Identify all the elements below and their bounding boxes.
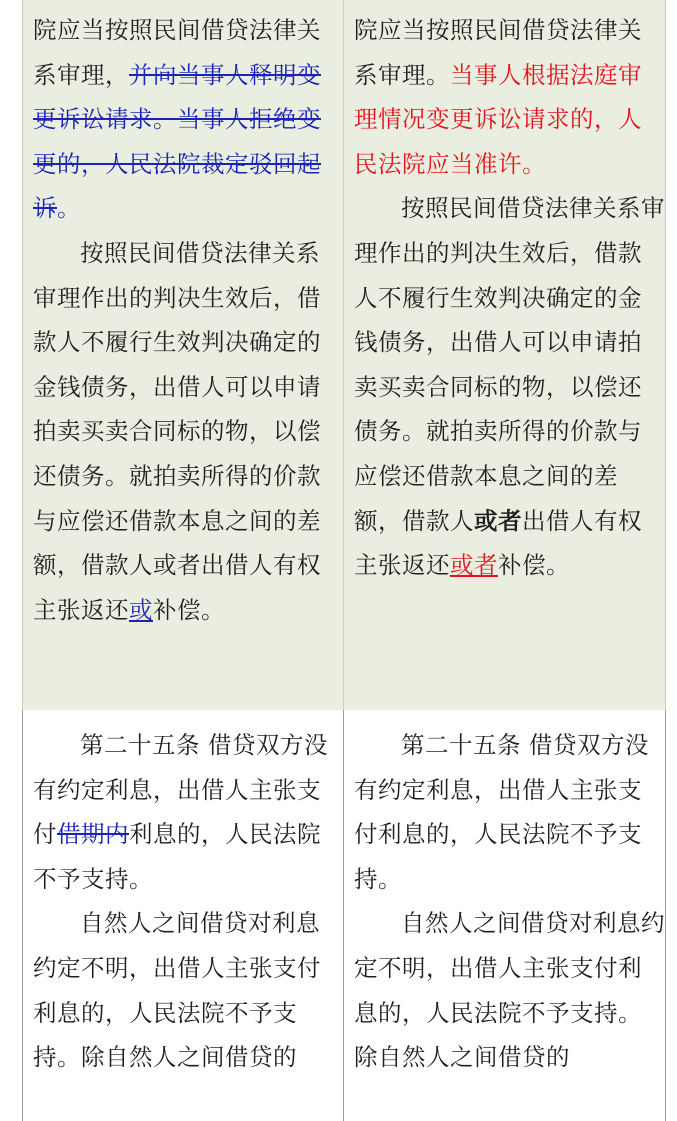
new-text: 按照民间借贷法律关系审理作出的判决生效后，借款人不履行生效判决确定的金钱债务，出借人可以申请拍卖买卖合同标的物，以偿还债务。就拍卖所得的价款与应偿还借款本息之间的差额，借款人 <box>354 194 665 535</box>
changed-word: 或者 <box>450 551 498 580</box>
new-paragraph-1 <box>354 8 665 186</box>
old-version-cell-top <box>22 0 344 710</box>
emphasized-word: 或者 <box>474 506 522 535</box>
old-text: 院应当按照民间借贷法律关系审理， <box>33 16 321 89</box>
new-article-25-para-1: 第二十五条 借贷双方没有约定利息，出借人主张支付利息的，人民法院不予支持。 <box>354 731 649 893</box>
new-article-25-para-2: 自然人之间借贷对利息约定不明，出借人主张支付利息的，人民法院不予支持。除自然人之间借贷的 <box>354 909 665 1072</box>
old-article-25-para-1 <box>33 723 343 901</box>
deleted-text: 借期内 <box>57 820 129 849</box>
new-paragraph-2 <box>354 186 665 587</box>
old-text-end: 。 <box>57 194 81 223</box>
deleted-text: 并向当事人释明变更诉讼请求。当事人拒绝变更的，人民法院裁定驳回起诉 <box>33 60 321 223</box>
old-text: 按照民间借贷法律关系审理作出的判决生效后，借款人不履行生效判决确定的金钱债务，出借人可以申请拍卖买卖合同标的物，以偿还债务。就拍卖所得的价款与应偿还借款本息之间的差额，借款人或者出借人有权主张返还 <box>33 238 321 624</box>
new-text-end: 补偿。 <box>498 551 570 580</box>
new-text: 院应当按照民间借贷法律关系审理。 <box>354 16 642 89</box>
old-text-end: 利息的，人民法院不予支持。 <box>33 820 321 893</box>
inserted-text: 当事人根据法庭审理情况变更诉讼请求的，人民法院应当准许。 <box>354 60 642 178</box>
old-text-end: 补偿。 <box>153 595 225 624</box>
old-version-cell-bottom <box>22 710 344 1121</box>
old-text: 第二十五条 借贷双方没有约定利息，出借人主张支付 <box>33 731 328 849</box>
table-row-bottom <box>0 710 677 1121</box>
new-version-cell-top <box>344 0 666 710</box>
old-paragraph-2 <box>33 231 343 632</box>
new-version-cell-bottom <box>344 710 666 1121</box>
new-text: 出借人有权主张返还 <box>354 506 642 580</box>
old-paragraph-1 <box>33 8 343 231</box>
old-article-25-para-2: 自然人之间借贷对利息约定不明，出借人主张支付利息的，人民法院不予支持。除自然人之间借贷的 <box>33 909 321 1072</box>
changed-word: 或 <box>129 595 153 624</box>
